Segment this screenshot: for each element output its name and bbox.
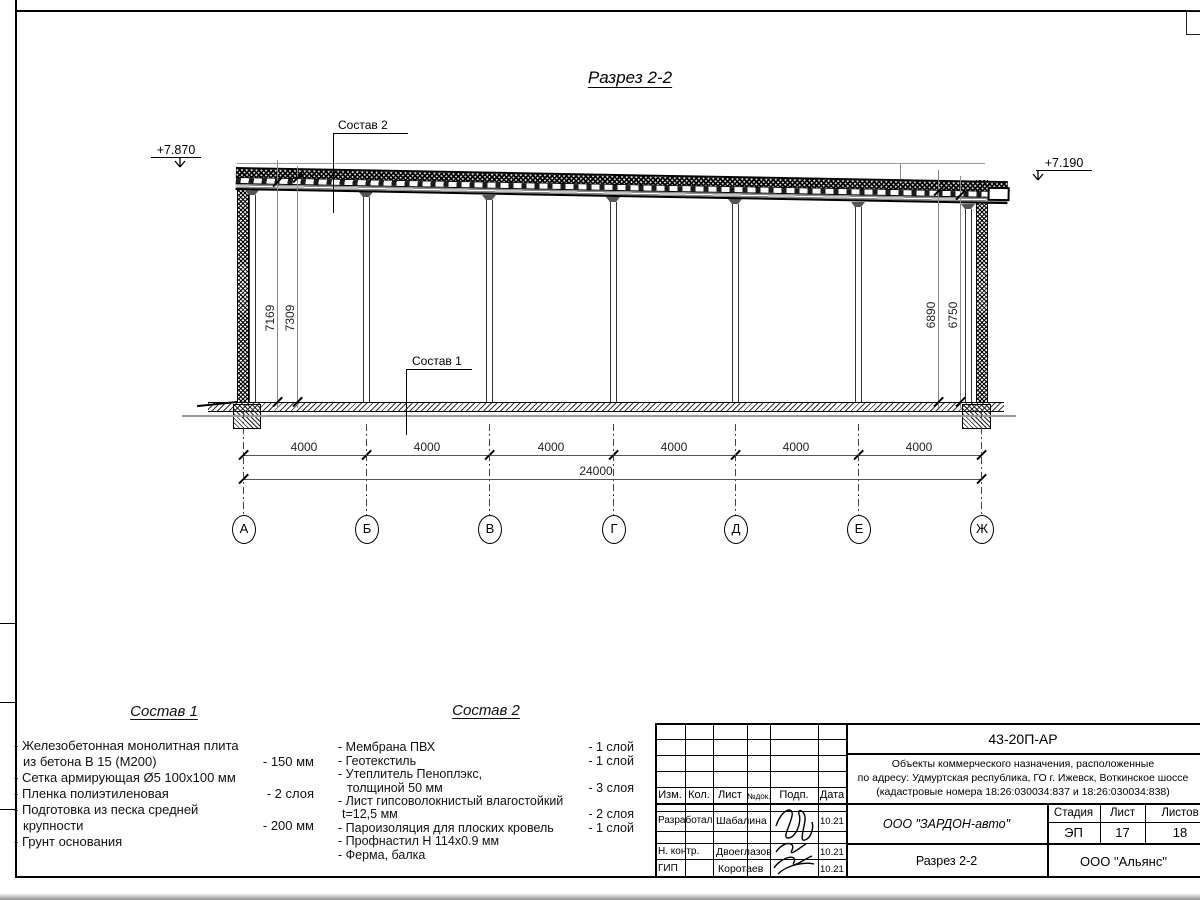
fold-mark xyxy=(0,623,15,624)
roof-edge-box xyxy=(988,187,1010,201)
stamp-sheet-header: Лист xyxy=(1110,807,1135,819)
spec1-value: - 2 слоя xyxy=(266,786,314,801)
stamp-date: 10.21 xyxy=(820,864,844,875)
stamp-company: ООО "ЗАРДОН-авто" xyxy=(882,817,1011,831)
signature xyxy=(772,838,818,878)
fold-mark xyxy=(0,809,15,810)
spec1-item: - Пленка полиэтиленовая xyxy=(14,786,169,801)
spec1-title: Состав 1 xyxy=(130,703,198,720)
fold-mark xyxy=(0,702,15,703)
stamp-sheets-header: Листов xyxy=(1161,807,1199,819)
stamp-grid-line xyxy=(846,803,1200,805)
stamp-stage-header: Стадия xyxy=(1053,807,1094,819)
spec2-item: t=12,5 мм xyxy=(342,807,398,822)
stamp-col-izm: Изм. xyxy=(658,789,682,801)
axis-line xyxy=(735,424,736,515)
stamp-role: Разработал xyxy=(658,815,713,826)
spec1-item: - Грунт основания xyxy=(14,834,123,849)
column xyxy=(486,200,493,403)
total-dim-label: 24000 xyxy=(579,464,613,478)
stamp-grid-line xyxy=(1047,822,1200,823)
spec1-row xyxy=(14,834,314,850)
column xyxy=(855,207,862,403)
stamp-col-data: Дата xyxy=(819,789,845,801)
axis-line xyxy=(613,424,614,515)
stamp-name: Двоеглазов xyxy=(716,846,772,858)
vdim-label-6750: 6750 xyxy=(946,301,960,329)
spec2-value: - 1 слой xyxy=(588,820,634,835)
spec2-item: толщиной 50 мм xyxy=(347,780,443,795)
axis-bubble-d: Д xyxy=(724,515,748,544)
spec2-item: - Мембрана ПВХ xyxy=(338,740,436,755)
bay-dim-label: 4000 xyxy=(537,440,565,454)
spec2-value: - 2 слоя xyxy=(588,807,634,822)
spec1-value: - 200 мм xyxy=(262,818,314,833)
paper-edge-shadow xyxy=(0,893,1200,900)
spec2-row xyxy=(338,782,634,795)
stamp-name: Шабалина xyxy=(716,815,767,827)
stamp-drawing-title: Разрез 2-2 xyxy=(915,854,978,868)
leader-shelf-sostav1 xyxy=(406,369,472,370)
floor-slab xyxy=(208,402,1004,412)
stamp-sheets-value: 18 xyxy=(1172,825,1188,840)
spec1-item: - Сетка армирующая Ø5 100х100 мм xyxy=(14,770,236,785)
spec2-item: - Утеплитель Пеноплэкс, xyxy=(338,767,483,782)
spec2-row xyxy=(338,741,634,754)
axis-line xyxy=(489,424,490,515)
bay-dim-label: 4000 xyxy=(290,440,318,454)
roof-assembly xyxy=(236,167,1008,204)
column xyxy=(610,202,617,403)
spec1-row xyxy=(14,770,314,786)
spec-block-sostav2 xyxy=(338,704,634,862)
column xyxy=(363,197,370,403)
stamp-grid-line xyxy=(655,787,846,788)
column xyxy=(249,195,256,403)
spec1-item: - Подготовка из песка средней xyxy=(14,802,199,817)
axis-line xyxy=(858,424,859,515)
stamp-date: 10.21 xyxy=(820,816,844,827)
spec2-row xyxy=(338,768,634,781)
vdim-label-7309: 7309 xyxy=(283,304,297,332)
vdim-line xyxy=(277,160,278,408)
spec2-title: Состав 2 xyxy=(452,702,520,719)
stamp-grid-line xyxy=(655,739,846,740)
view-title: Разрез 2-2 xyxy=(587,68,673,87)
elevation-right-value: +7.190 xyxy=(1044,156,1084,170)
vdim-line xyxy=(938,170,939,408)
spec2-item: - Лист гипсоволокнистый влагостойкий xyxy=(338,794,564,809)
stamp-grid-line xyxy=(846,843,1200,845)
stamp-col-list: Лист xyxy=(718,789,742,801)
column xyxy=(965,209,972,403)
signature xyxy=(772,804,818,842)
spec2-row xyxy=(338,795,634,808)
axis-bubble-v: В xyxy=(478,515,502,544)
right-wall-section xyxy=(976,180,988,403)
spec2-value: - 1 слой xyxy=(588,740,634,755)
axis-bubble-e: Е xyxy=(847,515,871,544)
leader-label-sostav2: Состав 2 xyxy=(338,118,388,132)
stamp-col-ndok: №док. xyxy=(747,792,771,801)
leader-shelf-sostav2 xyxy=(333,133,408,134)
left-wall-section xyxy=(237,170,249,403)
leader-line-sostav1 xyxy=(406,369,407,435)
stamp-grid-line xyxy=(655,771,846,772)
spec1-row xyxy=(14,802,314,818)
stamp-grid-line xyxy=(846,753,1200,755)
spec1-row xyxy=(14,786,314,802)
spec1-item: из бетона В 15 (М200) xyxy=(23,754,157,769)
axis-line xyxy=(243,412,244,515)
spec2-value: - 3 слоя xyxy=(588,780,634,795)
bay-dim-label: 4000 xyxy=(905,440,933,454)
stamp-col-podp: Подп. xyxy=(779,789,809,801)
axis-bubble-zh: Ж xyxy=(970,515,994,544)
spec1-value: - 150 мм xyxy=(262,754,314,769)
axis-bubble-b: Б xyxy=(355,515,379,544)
bay-dim-label: 4000 xyxy=(782,440,810,454)
stamp-grid-line xyxy=(655,755,846,756)
spec2-row xyxy=(338,822,634,835)
spec2-item: - Геотекстиль xyxy=(338,753,417,768)
spec1-row xyxy=(14,754,314,770)
stamp-sheet-value: 17 xyxy=(1115,825,1130,840)
vdim-line xyxy=(960,176,961,408)
vdim-line xyxy=(297,166,298,408)
spec2-row xyxy=(338,808,634,821)
vdim-label-7169: 7169 xyxy=(263,304,277,332)
bay-dim-label: 4000 xyxy=(660,440,688,454)
spec2-item: - Ферма, балка xyxy=(338,847,426,862)
elevation-left-value: +7.870 xyxy=(156,143,196,157)
stamp-org: ООО "Альянс" xyxy=(1080,854,1167,869)
spec2-row xyxy=(338,835,634,848)
stamp-project-line1: Объекты коммерческого назначения, расположенные xyxy=(891,758,1155,770)
stamp-date: 10.21 xyxy=(820,847,844,858)
dim-line-total xyxy=(243,479,981,480)
spec2-value: - 1 слой xyxy=(588,753,634,768)
spec1-row xyxy=(14,738,314,754)
elevation-arrow-icon xyxy=(172,157,188,170)
stamp-col-kol: Кол. xyxy=(688,789,710,801)
axis-line xyxy=(366,424,367,515)
spec2-item: - Профнастил Н 114х0.9 мм xyxy=(338,834,500,849)
stamp-doc-number: 43-20П-АР xyxy=(988,731,1058,747)
spec1-item: - Железобетонная монолитная плита xyxy=(14,738,239,753)
stamp-role: ГИП xyxy=(658,863,678,874)
bay-dim-label: 4000 xyxy=(413,440,441,454)
spec1-row xyxy=(14,818,314,834)
spec2-row xyxy=(338,755,634,768)
ground-line xyxy=(182,415,1016,417)
axis-bubble-a: А xyxy=(232,515,256,544)
stamp-role: Н. контр. xyxy=(658,846,700,857)
column xyxy=(732,204,739,403)
leader-line-sostav2 xyxy=(333,133,334,213)
stamp-project-line3: (кадастровые номера 18:26:030034:837 и 18:26:030034:838) xyxy=(876,786,1170,798)
stamp-project-line2: по адресу: Удмуртская республика, ГО г. Ижевск, Воткинское шоссе xyxy=(857,772,1189,784)
vdim-label-6890: 6890 xyxy=(924,301,938,329)
spec-block-sostav1 xyxy=(14,704,314,850)
axis-bubble-g: Г xyxy=(602,515,626,544)
spec2-item: - Пароизоляция для плоских кровель xyxy=(338,820,554,835)
spec1-item: крупности xyxy=(23,818,84,833)
parapet-top-line xyxy=(237,163,985,164)
axis-line xyxy=(981,412,982,515)
elevation-arrow-icon xyxy=(1030,170,1046,183)
leader-label-sostav1: Состав 1 xyxy=(412,354,462,368)
stamp-stage-value: ЭП xyxy=(1064,825,1083,840)
stamp-name: Коротаев xyxy=(718,863,764,875)
spec2-row xyxy=(338,849,634,862)
